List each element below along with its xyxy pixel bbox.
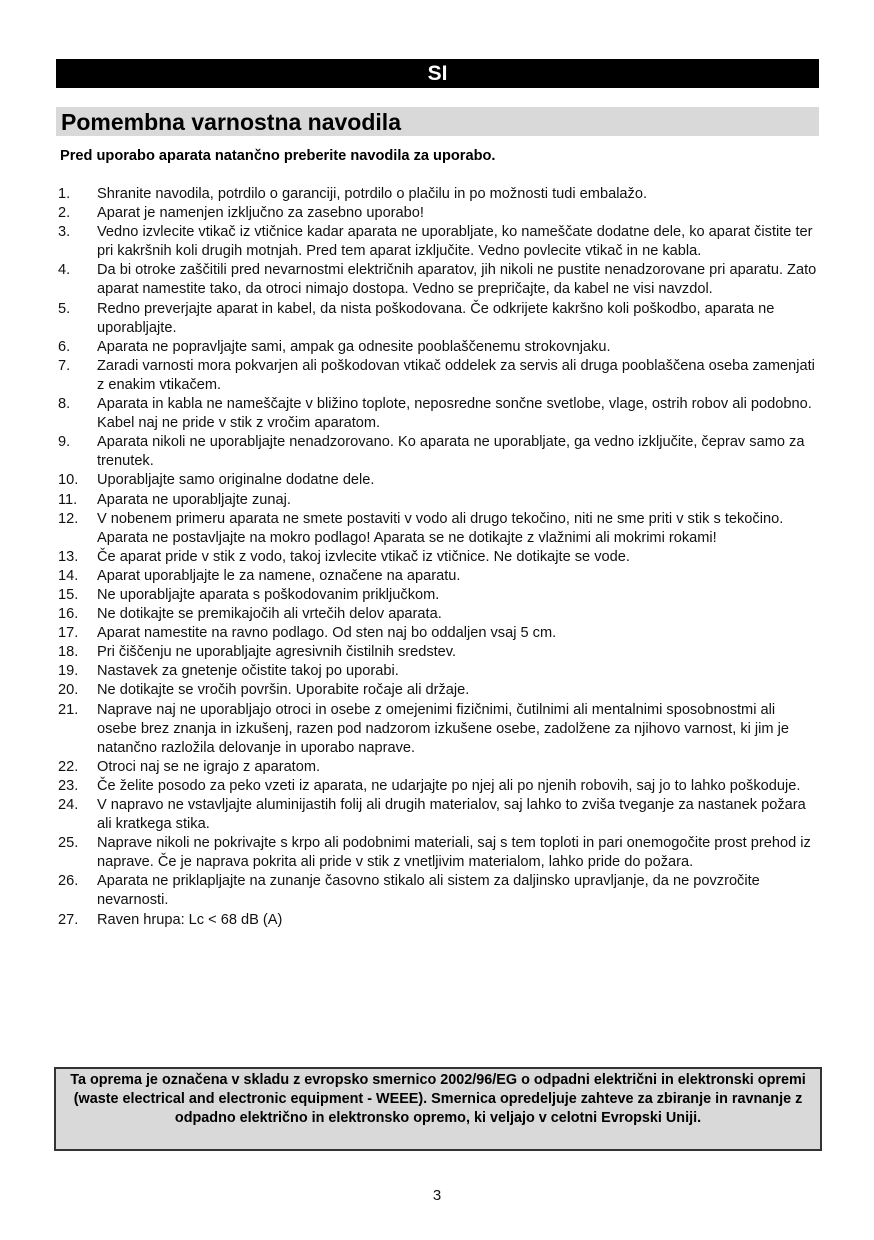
list-item-text: Vedno izvlecite vtikač iz vtičnice kadar aparata ne uporabljate, ko nameščate dodatne dele, ko aparat čistite ter pri kakršnih koli drugih motnjah. Pred tem aparat izključite. Vedno povlecite vtikač in ne kabla. bbox=[97, 224, 813, 260]
list-item bbox=[58, 357, 818, 395]
list-item-number: 26. bbox=[58, 873, 79, 890]
list-item-number: 5. bbox=[58, 300, 71, 317]
list-item-text: Aparat uporabljajte le za namene, označene na aparatu. bbox=[97, 567, 461, 584]
list-item-number: 7. bbox=[58, 357, 71, 374]
list-item bbox=[58, 185, 818, 204]
list-item-text: Aparata ne priklapljajte na zunanje časovno stikalo ali sistem za daljinsko upravljanje, da ne povzročite nevarnosti. bbox=[97, 873, 760, 909]
list-item bbox=[58, 510, 818, 548]
list-item-text: Raven hrupa: Lc < 68 dB (A) bbox=[97, 911, 283, 928]
list-item-number: 12. bbox=[58, 510, 79, 527]
list-item bbox=[58, 567, 818, 586]
list-item bbox=[58, 586, 818, 605]
list-item-number: 20. bbox=[58, 682, 79, 699]
list-item-text: Ne uporabljajte aparata s poškodovanim priključkom. bbox=[97, 586, 440, 603]
list-item bbox=[58, 796, 818, 834]
list-item bbox=[58, 204, 818, 223]
list-item-text: Redno preverjajte aparat in kabel, da nista poškodovana. Če odkrijete kakršno koli poškodbo, aparata ne uporabljajte. bbox=[97, 300, 775, 336]
list-item-text: Aparat namestite na ravno podlago. Od sten naj bo oddaljen vsaj 5 cm. bbox=[97, 625, 557, 642]
list-item bbox=[58, 834, 818, 872]
list-item-text: V nobenem primeru aparata ne smete postaviti v vodo ali drugo tekočino, niti ne sme priti v stik s tekočino. Aparata ne postavljajte na mokro podlago! Aparata se ne dotikajte z vlažnimi ali mokrimi rokami! bbox=[97, 510, 784, 546]
list-item bbox=[58, 433, 818, 471]
list-item-number: 24. bbox=[58, 797, 79, 813]
list-item-number: 13. bbox=[58, 548, 79, 565]
list-item-number: 8. bbox=[58, 396, 71, 413]
list-item bbox=[58, 338, 818, 357]
list-item bbox=[58, 548, 818, 567]
list-item-number: 22. bbox=[58, 758, 79, 775]
list-item-text: Shranite navodila, potrdilo o garanciji, potrdilo o plačilu in po možnosti tudi embalažo. bbox=[97, 186, 648, 202]
list-item bbox=[58, 471, 818, 490]
list-item-number: 17. bbox=[58, 625, 79, 642]
list-item bbox=[58, 911, 818, 930]
language-header: SI bbox=[56, 59, 819, 88]
list-item-text: Ne dotikajte se premikajočih ali vrtečih delov aparata. bbox=[97, 606, 442, 623]
list-item-number: 25. bbox=[58, 835, 79, 852]
page-number: 3 bbox=[432, 1187, 442, 1204]
list-item-number: 11. bbox=[58, 491, 78, 508]
list-item-text: Če želite posodo za peko vzeti iz aparata, ne udarjajte po njej ali po njenih robovih, saj jo to lahko poškoduje. bbox=[97, 777, 801, 794]
list-item-text: Naprave nikoli ne pokrivajte s krpo ali podobnimi materiali, saj s tem toploti in pari onemogočite prost prehod iz naprave. Če je naprava pokrita ali pride v stik z vnetljivim materialom, lahko pride do požara. bbox=[97, 835, 811, 871]
list-item-text: Pri čiščenju ne uporabljajte agresivnih čistilnih sredstev. bbox=[97, 644, 457, 661]
list-item-text: Aparata ne popravljajte sami, ampak ga odnesite pooblaščenemu strokovnjaku. bbox=[97, 338, 611, 355]
list-item-number: 6. bbox=[58, 338, 71, 355]
list-item bbox=[58, 701, 818, 758]
list-item bbox=[58, 872, 818, 910]
list-item-text: Otroci naj se ne igrajo z aparatom. bbox=[97, 758, 321, 775]
list-item bbox=[58, 605, 818, 624]
list-item bbox=[58, 491, 818, 510]
list-item-number: 19. bbox=[58, 663, 79, 680]
list-item bbox=[58, 395, 818, 433]
list-item-text: Uporabljajte samo originalne dodatne dele. bbox=[97, 472, 375, 489]
list-item bbox=[58, 300, 818, 338]
weee-notice: Ta oprema je označena v skladu z evropsko smernico 2002/96/EG o odpadni električni in elektronski opremi (waste electrical and electronic equipment - WEEE). Smernica opredeljuje zahteve za zbiranje in ravnanje z odpadno električno in elektronsko opremo, ki veljajo v celotni Evropski Uniji. bbox=[54, 1067, 822, 1151]
list-item-number: 10. bbox=[58, 472, 79, 489]
list-item-number: 2. bbox=[58, 205, 71, 222]
list-item bbox=[58, 261, 818, 299]
list-item-text: Ne dotikajte se vročih površin. Uporabite ročaje ali držaje. bbox=[97, 682, 470, 699]
list-item-number: 27. bbox=[58, 911, 79, 928]
list-item-number: 18. bbox=[58, 644, 79, 661]
list-item-text: Če aparat pride v stik z vodo, takoj izvlecite vtikač iz vtičnice. Ne dotikajte se vode. bbox=[97, 548, 630, 565]
intro-text: Pred uporabo aparata natančno preberite navodila za uporabo. bbox=[60, 148, 496, 164]
list-item-text: Da bi otroke zaščitili pred nevarnostmi električnih aparatov, jih nikoli ne pustite nenadzorovane pri aparatu. Zato aparat namestite tako, da otroci nimajo dostopa. Vedno se prepričajte, da kabel ne visi navzdol. bbox=[97, 262, 817, 298]
list-item-text: Nastavek za gnetenje očistite takoj po uporabi. bbox=[97, 663, 399, 680]
list-item-number: 14. bbox=[58, 567, 79, 584]
list-item-number: 3. bbox=[58, 224, 71, 241]
list-item-number: 15. bbox=[58, 586, 79, 603]
list-item bbox=[58, 624, 818, 643]
list-item bbox=[58, 681, 818, 700]
list-item bbox=[58, 643, 818, 662]
instruction-list bbox=[58, 185, 818, 930]
list-item bbox=[58, 223, 818, 261]
list-item bbox=[58, 662, 818, 681]
list-item-number: 1. bbox=[58, 186, 71, 202]
list-item bbox=[58, 777, 818, 796]
section-title: Pomembna varnostna navodila bbox=[56, 107, 819, 136]
list-item-number: 16. bbox=[58, 606, 79, 623]
list-item-text: Aparata nikoli ne uporabljajte nenadzorovano. Ko aparata ne uporabljate, ga vedno izključite, čeprav samo za trenutek. bbox=[97, 434, 805, 470]
list-item-text: Zaradi varnosti mora pokvarjen ali poškodovan vtikač oddelek za servis ali druga pooblaščena oseba zamenjati z enakim vtikačem. bbox=[97, 357, 815, 393]
list-item-text: Aparata ne uporabljajte zunaj. bbox=[97, 491, 291, 508]
list-item-number: 21. bbox=[58, 701, 79, 718]
list-item-number: 4. bbox=[58, 262, 71, 279]
list-item-text: Aparat je namenjen izključno za zasebno uporabo! bbox=[97, 205, 424, 222]
list-item bbox=[58, 758, 818, 777]
list-item-number: 23. bbox=[58, 777, 79, 794]
list-item-text: Aparata in kabla ne nameščajte v bližino toplote, neposredne sončne svetlobe, vlage, ostrih robov ali podobno. Kabel naj ne pride v stik z vročim aparatom. bbox=[97, 396, 812, 432]
list-item-text: V napravo ne vstavljajte aluminijastih folij ali drugih materialov, saj lahko to zviša tveganje za nastanek požara ali kratkega stika. bbox=[97, 797, 806, 833]
list-item-text: Naprave naj ne uporabljajo otroci in osebe z omejenimi fizičnimi, čutilnimi ali mentalnimi sposobnostmi ali osebe brez znanja in izkušenj, razen pod nadzorom izkušene osebe, zadolžene za njihovo varnost, ki jim je natančno razložila delovanje in uporabo naprave. bbox=[97, 701, 789, 756]
list-item-number: 9. bbox=[58, 434, 71, 451]
